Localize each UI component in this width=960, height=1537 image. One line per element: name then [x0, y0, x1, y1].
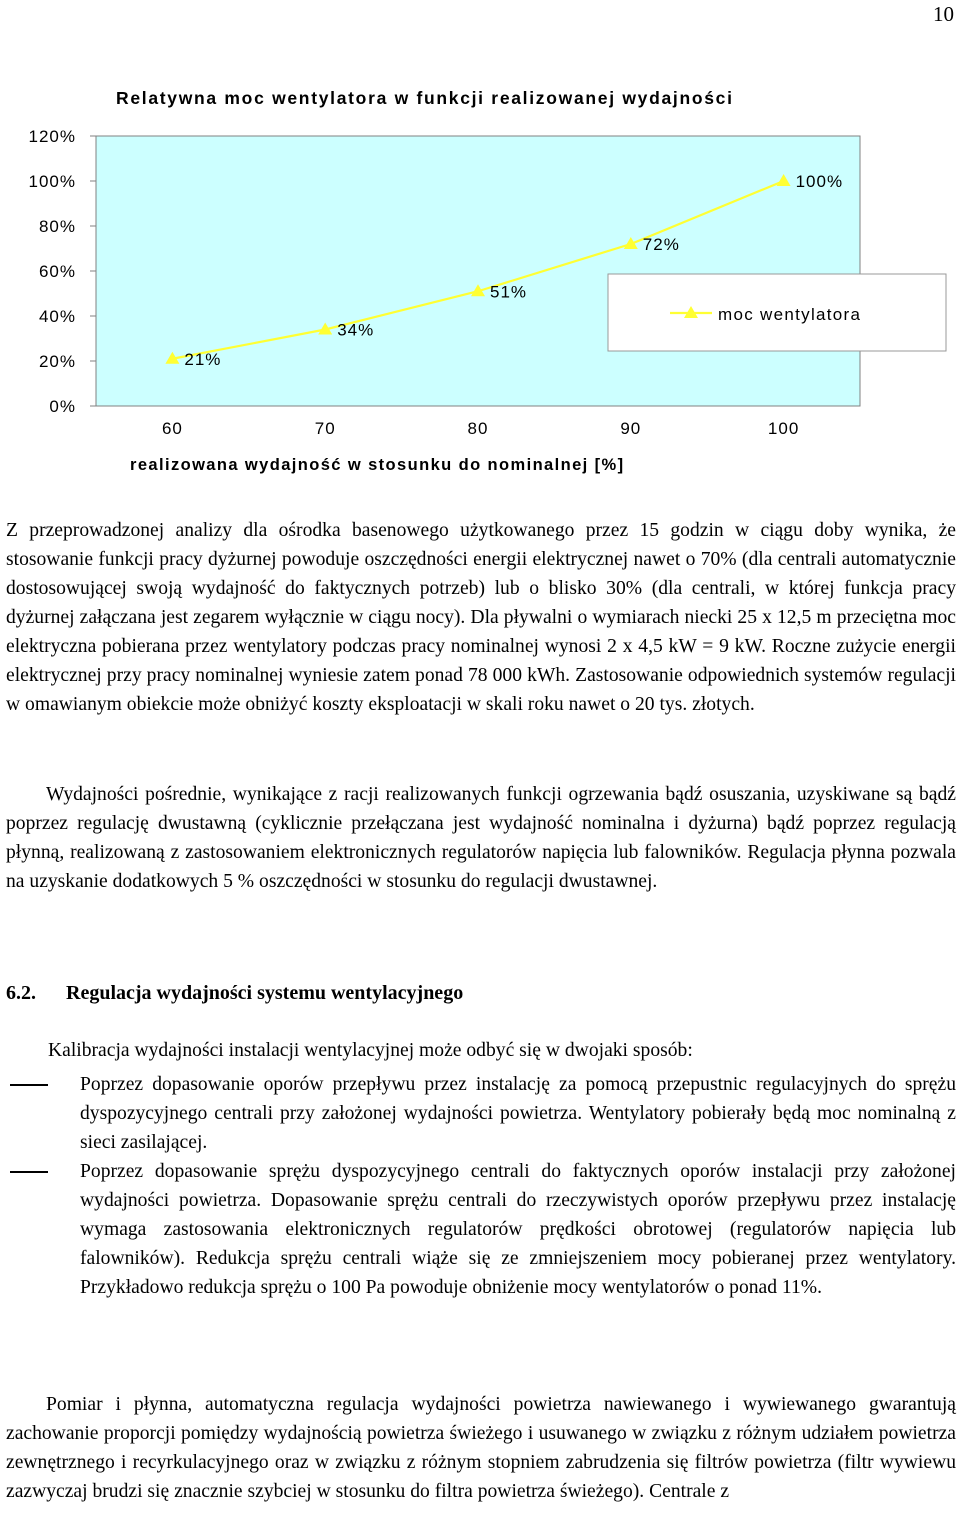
y-tick-label: 120% [28, 127, 76, 146]
x-tick-label: 100 [767, 419, 800, 438]
data-label: 34% [337, 320, 375, 340]
y-tick-label: 40% [38, 307, 76, 326]
legend [608, 274, 946, 351]
method-list [0, 1070, 956, 1302]
x-axis-label: realizowana wydajność w stosunku do nominalnej [%] [130, 456, 625, 474]
data-label: 51% [490, 282, 528, 302]
legend-label: moc wentylatora [718, 305, 862, 324]
section-heading [6, 982, 463, 1005]
data-label: 72% [642, 235, 680, 254]
paragraph-2: Wydajności pośrednie, wynikające z racji realizowanych funkcji ogrzewania bądź osuszania, uzyskiwane są bądź poprzez regulację dwustawną (cyklicznie przełączana jest wydajność nominalna i dyżurna) bądź poprzez regulacją płynną, realizowaną z zastosowaniem elektronicznych regulatorów napięcia lub falowników. Regulacja płynna pozwala na uzyskanie dodatkowych 5 % oszczędności w stosunku do regulacji dwustawnej. [6, 784, 956, 892]
list-item-text: Poprzez dopasowanie oporów przepływu przez instalację za pomocą przepustnic regulacyjnych do sprężu dyspozycyjnego centrali przy założonej wydajności powietrza. Wentylatory pobierały będą moc nominalną z sieci zasilającej. [80, 1074, 956, 1153]
y-tick-label: 0% [49, 397, 76, 416]
y-tick-label: 100% [28, 172, 76, 191]
fan-power-chart [0, 60, 960, 480]
section-intro: Kalibracja wydajności instalacji wentylacyjnej może odbyć się w dwojaki sposób: [48, 1040, 693, 1061]
section-number: 6.2. [6, 982, 36, 1004]
y-tick-label: 80% [38, 217, 76, 236]
data-label: 21% [184, 349, 222, 369]
x-tick-label: 60 [161, 419, 183, 438]
x-tick-label: 90 [620, 419, 642, 438]
list-item [0, 1157, 956, 1302]
x-tick-label: 80 [467, 419, 489, 438]
y-tick-label: 60% [38, 262, 76, 281]
y-tick-label: 20% [38, 352, 76, 371]
chart-title: Relatywna moc wentylatora w funkcji realizowanej wydajności [116, 88, 734, 108]
paragraph-1: Z przeprowadzonej analizy dla ośrodka basenowego użytkowanego przez 15 godzin w ciągu doby wynika, że stosowanie funkcji pracy dyżurnej powoduje oszczędności energii elektrycznej nawet o 70% (dla centrali automatycznie dostosowującej swoją wydajność do faktycznych potrzeb) lub o blisko 30% (dla centrali, w której funkcja pracy dyżurnej załączana jest zegarem wyłącznie w ciągu nocy). Dla pływalni o wymiarach niecki 25 x 12,5 m przeciętna moc elektryczna pobierana przez wentylatory podczas pracy nominalnej wynosi 2 x 4,5 kW = 9 kW. Roczne zużycie energii elektrycznej przy pracy nominalnej wyniesie zatem ponad 78 000 kWh. Zastosowanie odpowiednich systemów regulacji w omawianym obiekcie może obniżyć koszty eksploatacji w skali roku nawet o 20 tys. złotych. [6, 520, 956, 715]
paragraph-3: Pomiar i płynna, automatyczna regulacja wydajności powietrza nawiewanego i wywiewanego gwarantują zachowanie proporcji pomiędzy wydajnością powietrza świeżego i usuwanego w związku z różnym udziałem powietrza zewnętrznego i recyrkulacyjnego oraz w związku z różnym stopniem zabrudzenia się filtrów powietrza (filtr wywiewu zazwyczaj brudzi się znacznie szybciej w stosunku do filtra powietrza świeżego). Centrale z [6, 1394, 956, 1502]
x-axis [162, 419, 799, 438]
page-number: 10 [933, 2, 954, 26]
list-item [0, 1070, 956, 1157]
x-tick-label: 70 [314, 419, 336, 438]
section-title: Regulacja wydajności systemu wentylacyjnego [66, 982, 464, 1004]
list-item-text: Poprzez dopasowanie sprężu dyspozycyjnego centrali do faktycznych oporów instalacji przy założonej wydajności powietrza. Dopasowanie sprężu centrali do rzeczywistych oporów przepływu przez instalację wymaga zastosowania elektronicznych regulatorów prędkości obrotowej (regulatorów napięcia lub falowników). Redukcja sprężu centrali wiąże się ze zmniejszeniem mocy pobieranej przez wentylatory. Przykładowo redukcja sprężu o 100 Pa powoduje obniżenie mocy wentylatorów o ponad 11%. [80, 1161, 956, 1298]
data-label: 100% [795, 172, 844, 191]
y-axis [29, 127, 96, 416]
chart-svg [0, 60, 960, 480]
